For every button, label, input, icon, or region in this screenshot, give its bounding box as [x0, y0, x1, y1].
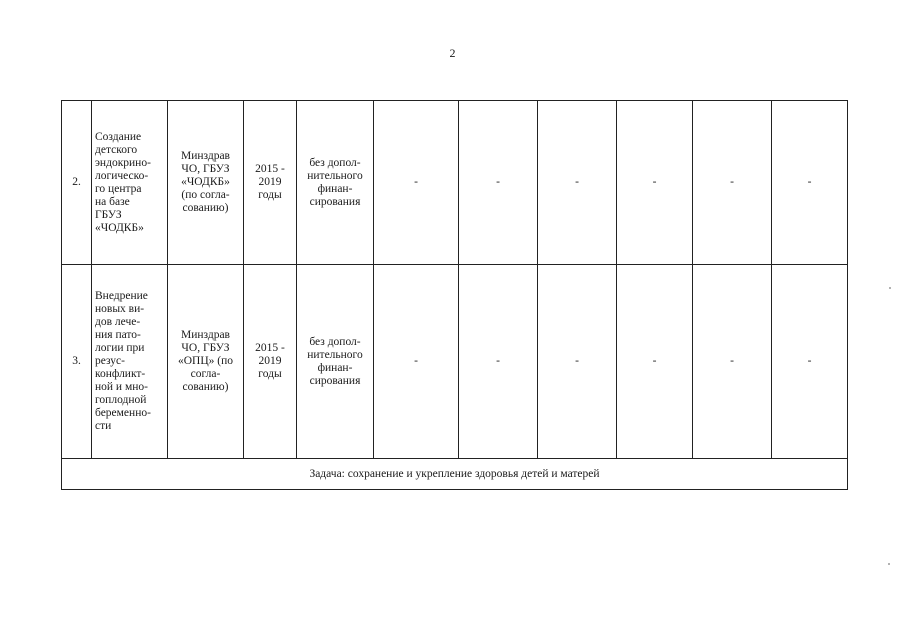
row-number: 3.	[62, 265, 92, 459]
value-cell: -	[459, 265, 538, 459]
task-row	[62, 459, 848, 490]
value-cell: -	[374, 265, 459, 459]
value-cell: -	[693, 265, 772, 459]
table-row	[62, 265, 848, 459]
task-text: Задача: сохранение и укрепление здоровья детей и матерей	[62, 459, 848, 490]
value-cell: -	[538, 101, 617, 265]
table-row	[62, 101, 848, 265]
executor: Минздрав ЧО, ГБУЗ «ОПЦ» (по согла- сованию)	[168, 265, 244, 459]
value-cell: -	[617, 101, 693, 265]
page-number: 2	[449, 46, 456, 60]
executor: Минздрав ЧО, ГБУЗ «ЧОДКБ» (по согла- сованию)	[168, 101, 244, 265]
financing-source: без допол- нительного финан- сирования	[297, 265, 374, 459]
scan-speck	[889, 287, 891, 289]
value-cell: -	[538, 265, 617, 459]
financing-source: без допол- нительного финан- сирования	[297, 101, 374, 265]
value-cell: -	[374, 101, 459, 265]
row-number: 2.	[62, 101, 92, 265]
value-cell: -	[772, 265, 848, 459]
activity-name: Создание детского эндокрино- логическо- го центра на базе ГБУЗ «ЧОДКБ»	[92, 101, 168, 265]
value-cell: -	[772, 101, 848, 265]
activities-table	[61, 100, 848, 490]
scan-speck	[888, 563, 890, 565]
value-cell: -	[617, 265, 693, 459]
term: 2015 - 2019 годы	[244, 265, 297, 459]
activity-name: Внедрение новых ви- дов лече- ния пато- логии при резус- конфликт- ной и мно- гоплодной беременно- сти	[92, 265, 168, 459]
value-cell: -	[459, 101, 538, 265]
term: 2015 - 2019 годы	[244, 101, 297, 265]
value-cell: -	[693, 101, 772, 265]
